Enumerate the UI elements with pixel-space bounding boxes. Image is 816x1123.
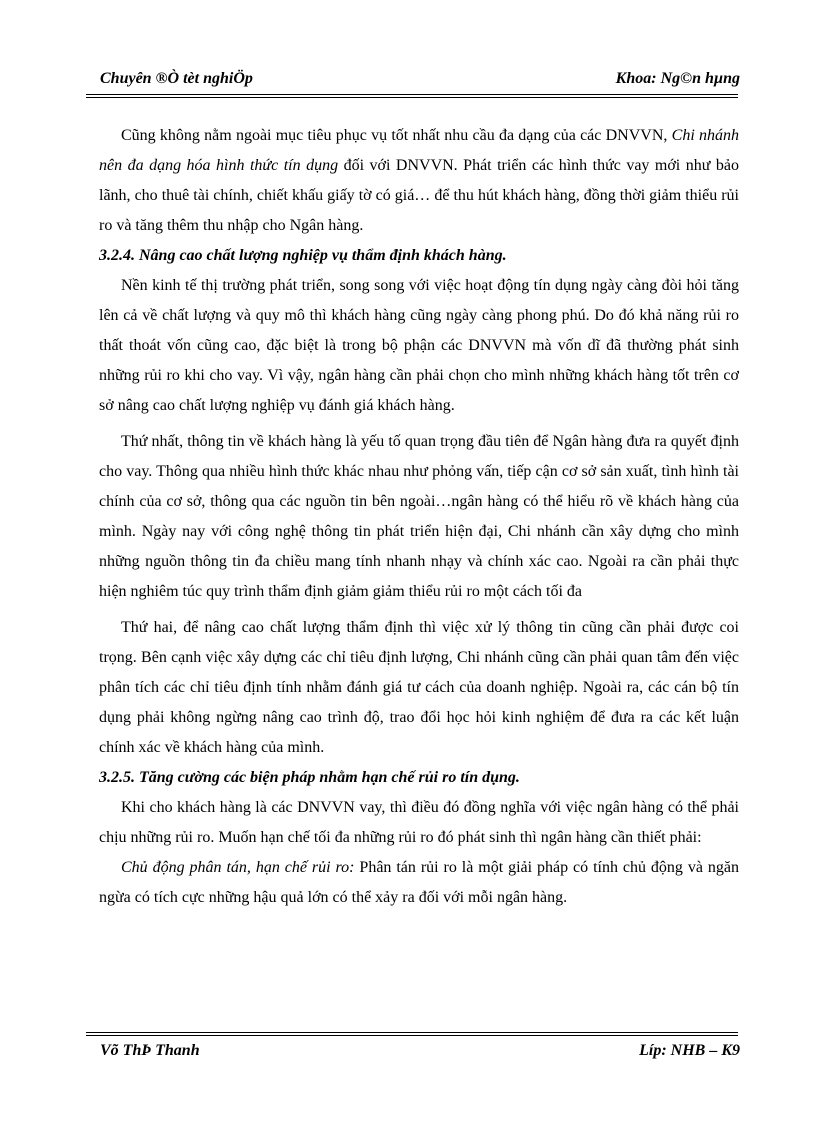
paragraph-6: Chủ động phân tán, hạn chế rủi ro: Phân tán rủi ro là một giải pháp có tính chủ động và ngăn ngừa có tích cực những hậu quả lớn có thể xảy ra đối với mỗi ngân hàng.	[99, 859, 740, 906]
page-body	[99, 121, 739, 913]
page-header	[100, 70, 740, 92]
page-footer	[100, 1042, 740, 1064]
footer-class: Líp: NHB – K9	[639, 1042, 740, 1059]
header-rule-bottom	[86, 97, 738, 98]
paragraph-3: Thứ nhất, thông tin về khách hàng là yếu tố quan trọng đầu tiên để Ngân hàng đưa ra quyết định cho vay. Thông qua nhiều hình thức khác nhau như phỏng vấn, tiếp cận cơ sở sản xuất, tình hình tài chính của cơ sở, thông qua các nguồn tin bên ngoài…ngân hàng có thể hiểu rõ về khách hàng của mình. Ngày nay với công nghệ thông tin phát triển hiện đại, Chi nhánh cần xây dựng cho mình những nguồn thông tin đa chiều mang tính nhanh nhạy và chính xác cao. Ngoài ra cần phải thực hiện nghiêm túc quy trình thẩm định giảm giảm thiểu rủi ro một cách tối đa	[99, 433, 739, 600]
emphasis-text: Chi nhánh nên đa dạng hóa hình thức tín dụng	[99, 127, 739, 174]
paragraph-5: Khi cho khách hàng là các DNVVN vay, thì điều đó đồng nghĩa với việc ngân hàng có thể phải chịu những rủi ro. Muốn hạn chế tối đa những rủi ro đó phát sinh thì ngân hàng cần thiết phải:	[99, 799, 739, 846]
header-title: Chuyên ®Ò tèt nghiÖp	[100, 70, 253, 87]
header-rule-top	[86, 94, 738, 95]
paragraph-1: Cũng không nằm ngoài mục tiêu phục vụ tốt nhất nhu cầu đa dạng của các DNVVN, Chi nhánh nên đa dạng hóa hình thức tín dụng đối với DNVVN. Phát triển các hình thức vay mới như bảo lãnh, cho thuê tài chính, chiết khấu giấy tờ có giá… để thu hút khách hàng, đồng thời giảm thiểu rủi ro và tăng thêm thu nhập cho Ngân hàng.	[99, 127, 739, 234]
header-department: Khoa: Ng©n hµng	[615, 70, 740, 87]
section-heading-3-2-5: 3.2.5. Tăng cường các biện pháp nhằm hạn chế rủi ro tín dụng.	[99, 769, 520, 786]
footer-rule-bottom	[86, 1035, 738, 1036]
emphasis-text: Chủ động phân tán, hạn chế rủi ro:	[121, 859, 355, 876]
footer-author: Võ ThÞ Thanh	[100, 1042, 200, 1059]
paragraph-2: Nền kinh tế thị trường phát triển, song song với việc hoạt động tín dụng ngày càng đòi hỏi tăng lên cả về chất lượng và quy mô thì khách hàng cũng ngày càng phong phú. Do đó khả năng rủi ro thất thoát vốn cũng cao, đặc biệt là trong bộ phận các DNVVN mà vốn dĩ đã thường phát sinh những rủi ro khi cho vay. Vì vậy, ngân hàng cần phải chọn cho mình những khách hàng tốt trên cơ sở nâng cao chất lượng nghiệp vụ đánh giá khách hàng.	[99, 277, 739, 414]
paragraph-4: Thứ hai, để nâng cao chất lượng thẩm định thì việc xử lý thông tin cũng cần phải được coi trọng. Bên cạnh việc xây dựng các chỉ tiêu định lượng, Chi nhánh cũng cần phải quan tâm đến việc phân tích các chỉ tiêu định tính nhằm đánh giá tư cách của doanh nghiệp. Ngoài ra, các cán bộ tín dụng phải không ngừng nâng cao trình độ, trao đổi học hỏi kinh nghiệm để đưa ra các kết luận chính xác về khách hàng của mình.	[99, 619, 739, 756]
section-heading-3-2-4: 3.2.4. Nâng cao chất lượng nghiệp vụ thẩm định khách hàng.	[99, 247, 507, 264]
footer-rule-top	[86, 1032, 738, 1033]
